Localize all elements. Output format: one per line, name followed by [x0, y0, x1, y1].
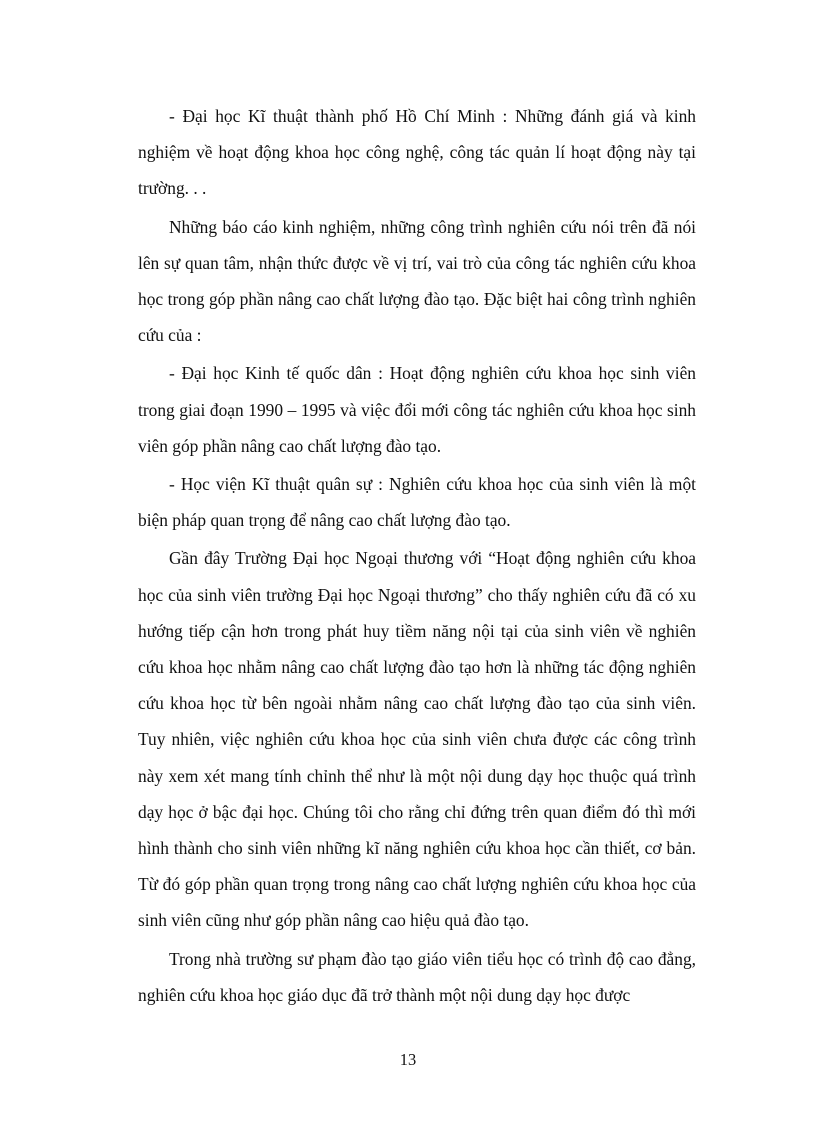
body-text	[138, 98, 696, 1013]
page-number: 13	[399, 1050, 417, 1069]
paragraph-2: Những báo cáo kinh nghiệm, những công trình nghiên cứu nói trên đã nói lên sự quan tâm, nhận thức được về vị trí, vai trò của công tác nghiên cứu khoa học trong góp phần nâng cao chất lượng đào tạo. Đặc biệt hai công trình nghiên cứu của :	[138, 216, 696, 346]
paragraph-5: Gần đây Trường Đại học Ngoại thương với “Hoạt động nghiên cứu khoa học của sinh viên trường Đại học Ngoại thương” cho thấy nghiên cứu đã có xu hướng tiếp cận hơn trong phát huy tiềm năng nội tại của sinh viên về nghiên cứu khoa học nhằm nâng cao chất lượng đào tạo hơn là những tác động nghiên cứu khoa học từ bên ngoài nhằm nâng cao chất lượng đào tạo của sinh viên. Tuy nhiên, việc nghiên cứu khoa học của sinh viên chưa được các công trình này xem xét mang tính chỉnh thể như là một nội dung dạy học thuộc quá trình dạy học ở bậc đại học. Chúng tôi cho rằng chỉ đứng trên quan điểm đó thì mới hình thành cho sinh viên những kĩ năng nghiên cứu khoa học cần thiết, cơ bản. Từ đó góp phần quan trọng trong nâng cao chất lượng nghiên cứu khoa học của sinh viên cũng như góp phần nâng cao hiệu quả đào tạo.	[138, 548, 696, 931]
paragraph-1: - Đại học Kĩ thuật thành phố Hồ Chí Minh : Những đánh giá và kinh nghiệm về hoạt động khoa học công nghệ, công tác quản lí hoạt động này tại trường. . .	[138, 106, 696, 199]
paragraph-3: - Đại học Kinh tế quốc dân : Hoạt động nghiên cứu khoa học sinh viên trong giai đoạn 1990 – 1995 và việc đổi mới công tác nghiên cứu khoa học sinh viên góp phần nâng cao chất lượng đào tạo.	[138, 363, 696, 456]
paragraph-6: Trong nhà trường sư phạm đào tạo giáo viên tiểu học có trình độ cao đẳng, nghiên cứu khoa học giáo dục đã trở thành một nội dung dạy học được	[138, 948, 696, 1005]
paragraph-4: - Học viện Kĩ thuật quân sự : Nghiên cứu khoa học của sinh viên là một biện pháp quan trọng để nâng cao chất lượng đào tạo.	[138, 474, 696, 531]
